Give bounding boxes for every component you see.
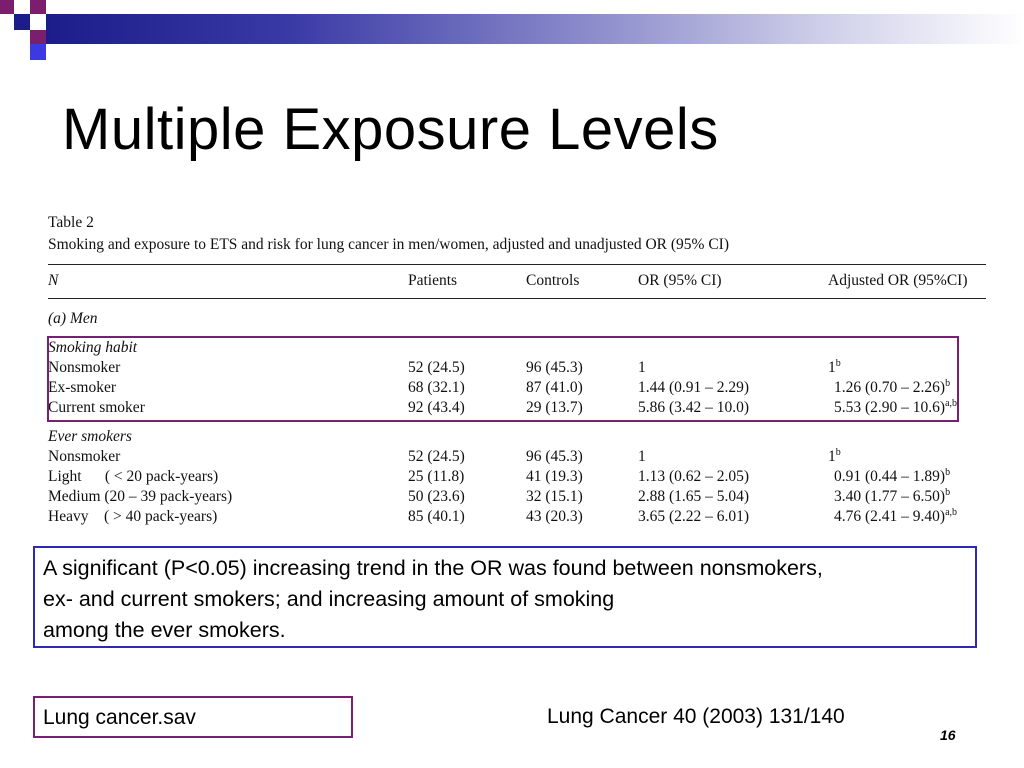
header-patients: Patients [408,272,458,289]
table-row: Nonsmoker 52 (24.5) 96 (45.3) 1 1$^b$ [48,358,841,376]
table-row: Nonsmoker 52 (24.5) 96 (45.3) 1 1$^b$ [48,447,841,465]
group-ever-smokers: Ever smokers [48,428,132,445]
table-header-row [48,272,988,292]
data-file-label: Lung cancer.sav [33,696,353,738]
table-row: Ex-smoker 68 (32.1) 87 (41.0) 1.44 (0.91 – 2.29) 1.26 (0.70 – 2.26)$^b$ [48,378,951,396]
page-number: 16 [940,727,956,743]
table-number: Table 2 [48,214,94,231]
trend-note-box [33,546,977,648]
header-n: N [48,272,59,289]
header-adjusted-or: Adjusted OR (95%CI) [828,272,968,289]
group-smoking-habit: Smoking habit [48,339,138,356]
smoking-habit-highlight-box [47,336,959,422]
table-rule-top [48,264,986,265]
slide-title: Multiple Exposure Levels [62,97,719,162]
table-row: Current smoker 92 (43.4) 29 (13.7) 5.86 (3.42 – 10.0) 5.53 (2.90 – 10.6)$^{a,b}$ [48,398,958,416]
table-row: Medium (20 – 39 pack-years) 50 (23.6) 32 (15.1) 2.88 (1.65 – 5.04) 3.40 (1.77 – 6.50)$^b$ [48,487,951,505]
section-men: (a) Men [48,310,98,327]
table-caption [48,212,988,256]
note-line-2: ex- and current smokers; and increasing amount of smoking [43,587,615,611]
note-line-1: A significant (P<0.05) increasing trend in the OR was found between nonsmokers, [43,556,823,580]
table-rule-header [48,298,986,299]
note-line-3: among the ever smokers. [43,618,286,642]
header-controls: Controls [526,272,580,289]
table-row: Light ( < 20 pack-years) 25 (11.8) 41 (19.3) 1.13 (0.62 – 2.05) 0.91 (0.44 – 1.89)$^b$ [48,467,951,485]
header-or: OR (95% CI) [638,272,722,289]
title-gradient-bar [46,14,1024,44]
journal-citation: Lung Cancer 40 (2003) 131/140 [547,705,845,728]
table-description: Smoking and exposure to ETS and risk for lung cancer in men/women, adjusted and unadjusted OR (95% CI) [48,236,730,253]
table-row: Heavy ( > 40 pack-years) 85 (40.1) 43 (20.3) 3.65 (2.22 – 6.01) 4.76 (2.41 – 9.40)$^{a,b}$ [48,507,958,525]
